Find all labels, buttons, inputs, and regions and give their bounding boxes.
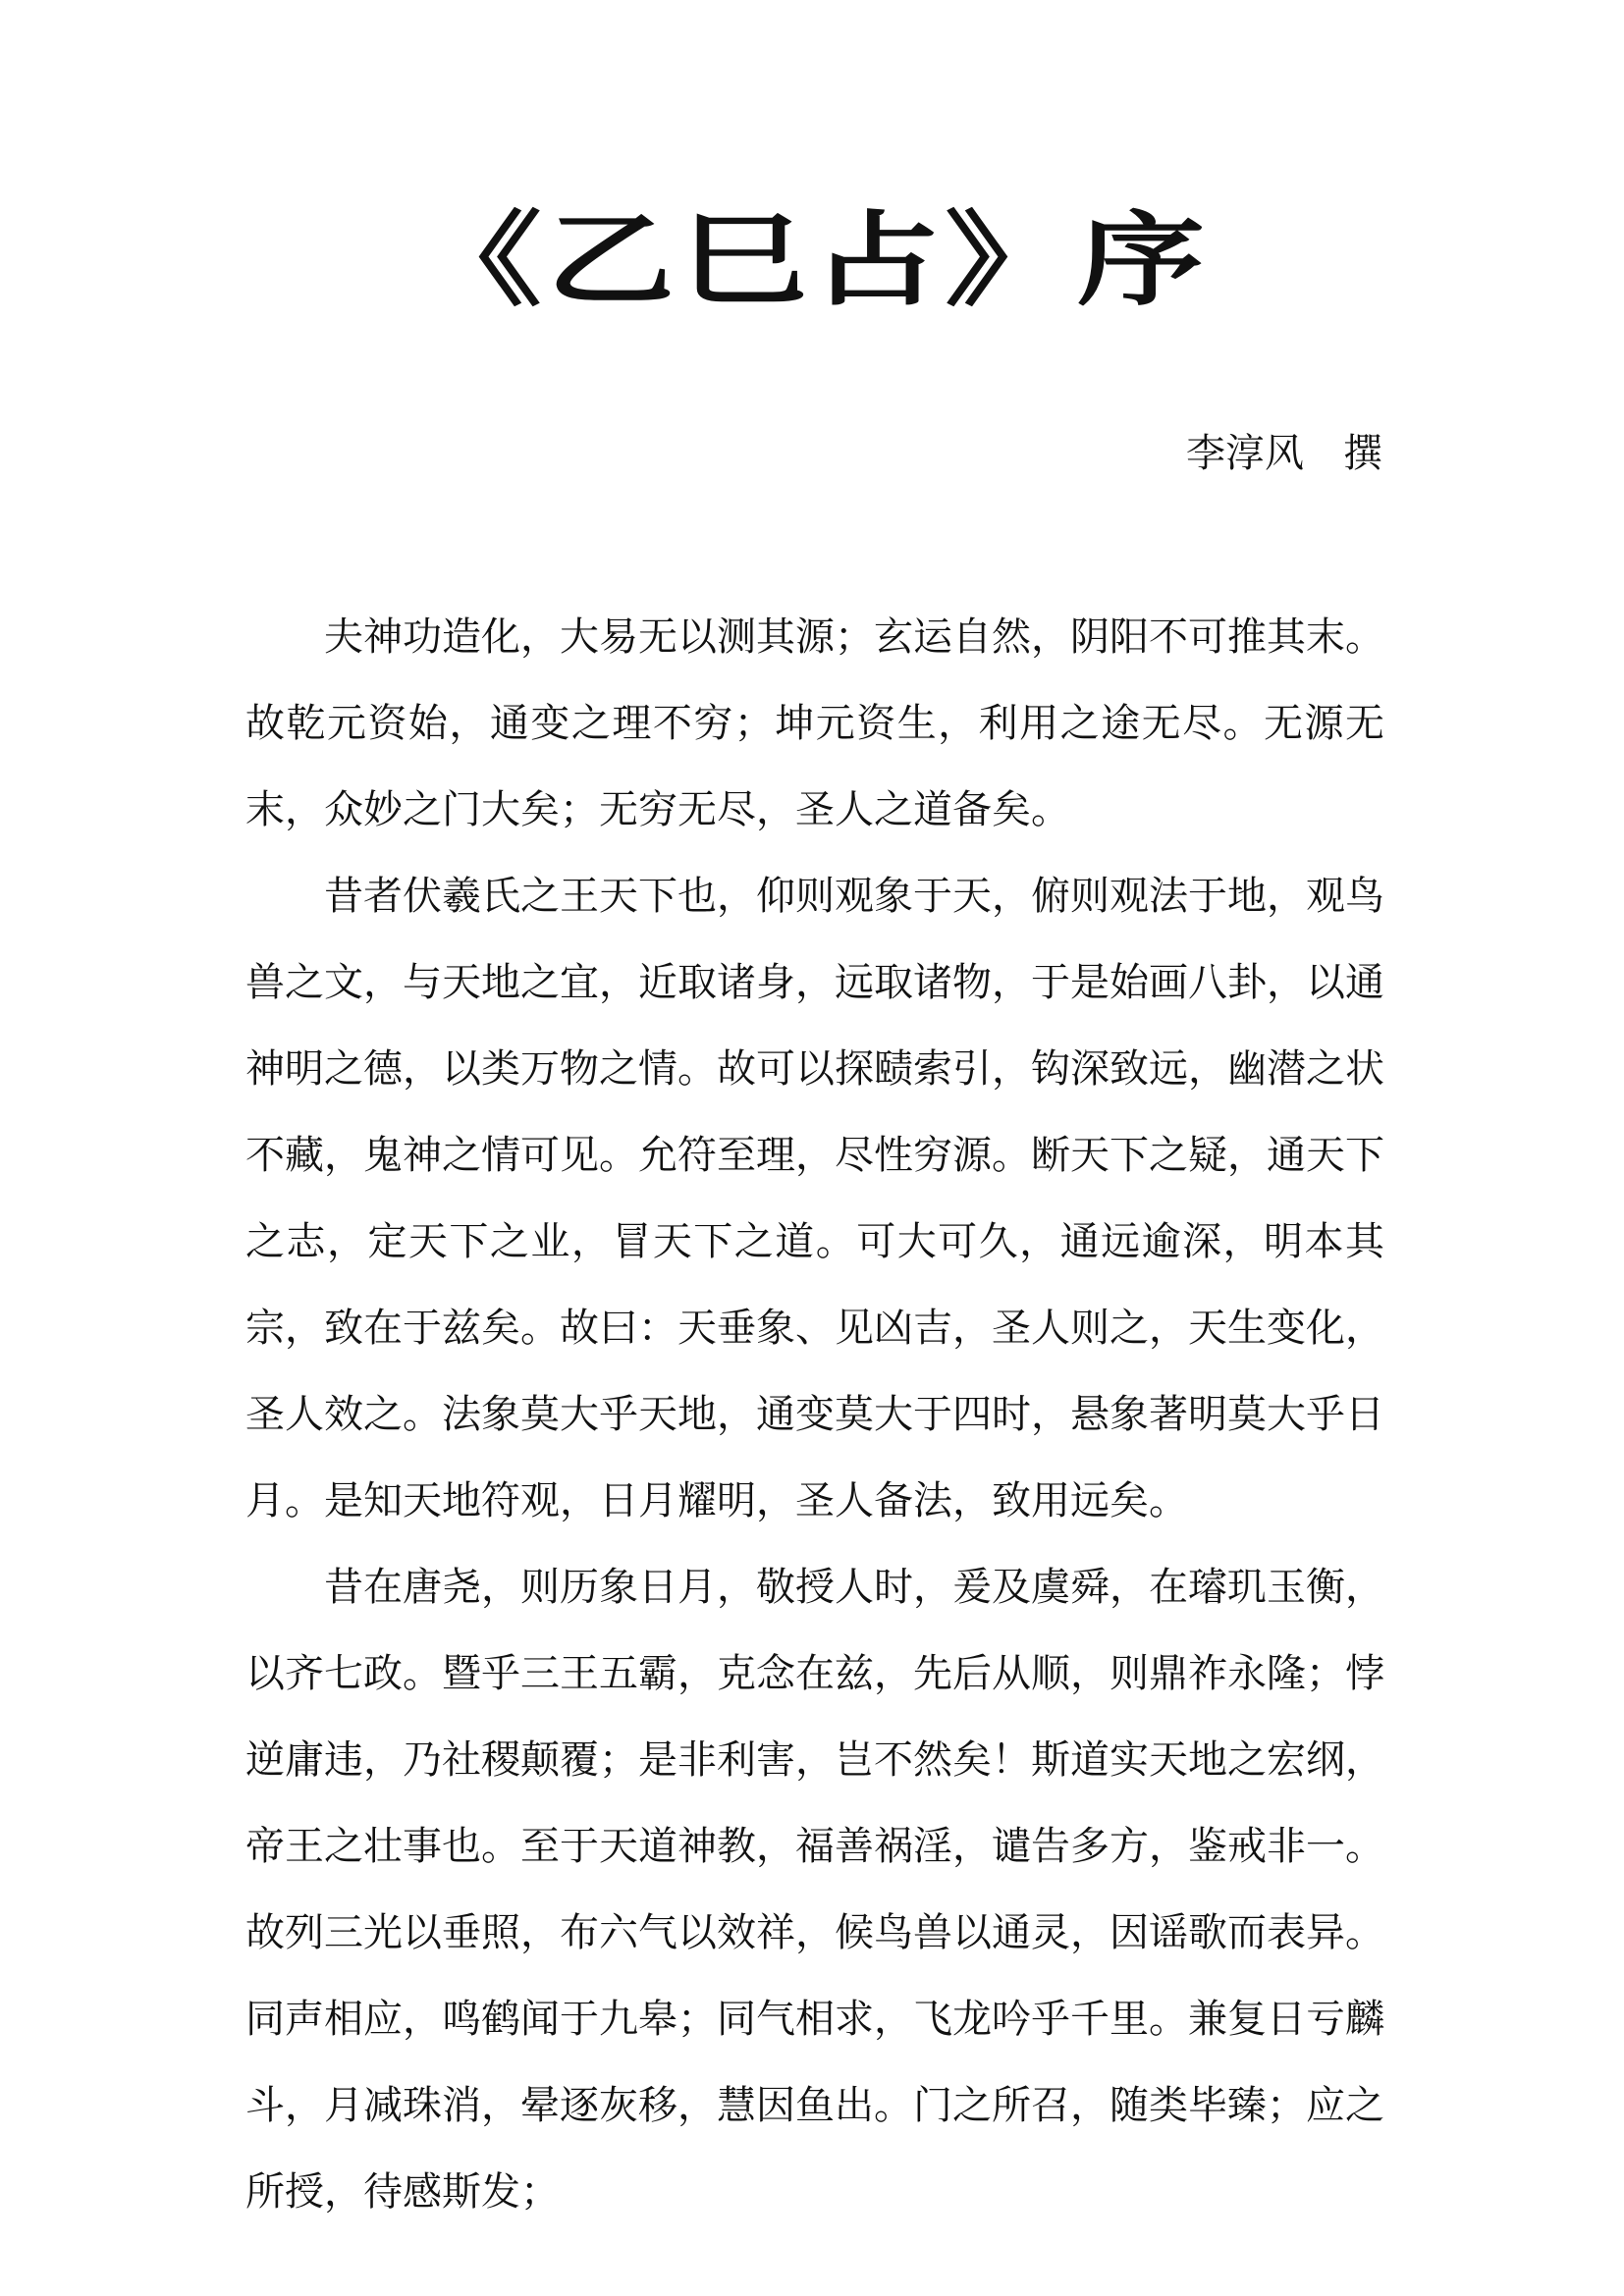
paragraph-3: 昔在唐尧，则历象日月，敬授人时，爰及虞舜，在璿玑玉衡，以齐七政。暨乎三王五霸，克念在兹，先后从顺，则鼎祚永隆；悖逆庸违，乃社稷颠覆；是非利害，岂不然矣！斯道实天地之宏纲，帝王之壮事也。至于天道神教，福善祸淫，谴告多方，鉴戒非一。故列三光以垂照，布六气以效祥，候鸟兽以通灵，因谣歌而表异。同声相应，鸣鹤闻于九皋；同气相求，飞龙吟乎千里。兼复日亏麟斗，月减珠消，晕逐灰移，慧因鱼出。门之所召，随类毕臻；应之所授，待感斯发； [245, 1565, 1384, 2215]
paragraph-2: 昔者伏羲氏之王天下也，仰则观象于天，俯则观法于地，观鸟兽之文，与天地之宜，近取诸身，远取诸物，于是始画八卦，以通神明之德，以类万物之情。故可以探赜索引，钩深致远，幽潜之状不藏，鬼神之情可见。允符至理，尽性穷源。断天下之疑，通天下之志，定天下之业，冒天下之道。可大可久，通远逾深，明本其宗，致在于兹矣。故曰：天垂象、见凶吉，圣人则之，天生变化，圣人效之。法象莫大乎天地，通变莫大于四时，悬象著明莫大乎日月。是知天地符观，日月耀明，圣人备法，致用远矣。 [245, 874, 1384, 1523]
document-body [245, 594, 1384, 2235]
author-line: 李淳风 撰 [1186, 431, 1382, 476]
paragraph-1: 夫神功造化，大易无以测其源；玄运自然，阴阳不可推其末。故乾元资始，通变之理不穷；坤元资生，利用之途无尽。无源无末，众妙之门大矣；无穷无尽，圣人之道备矣。 [245, 614, 1384, 832]
document-title: 《乙巳占》序 [413, 200, 1210, 320]
